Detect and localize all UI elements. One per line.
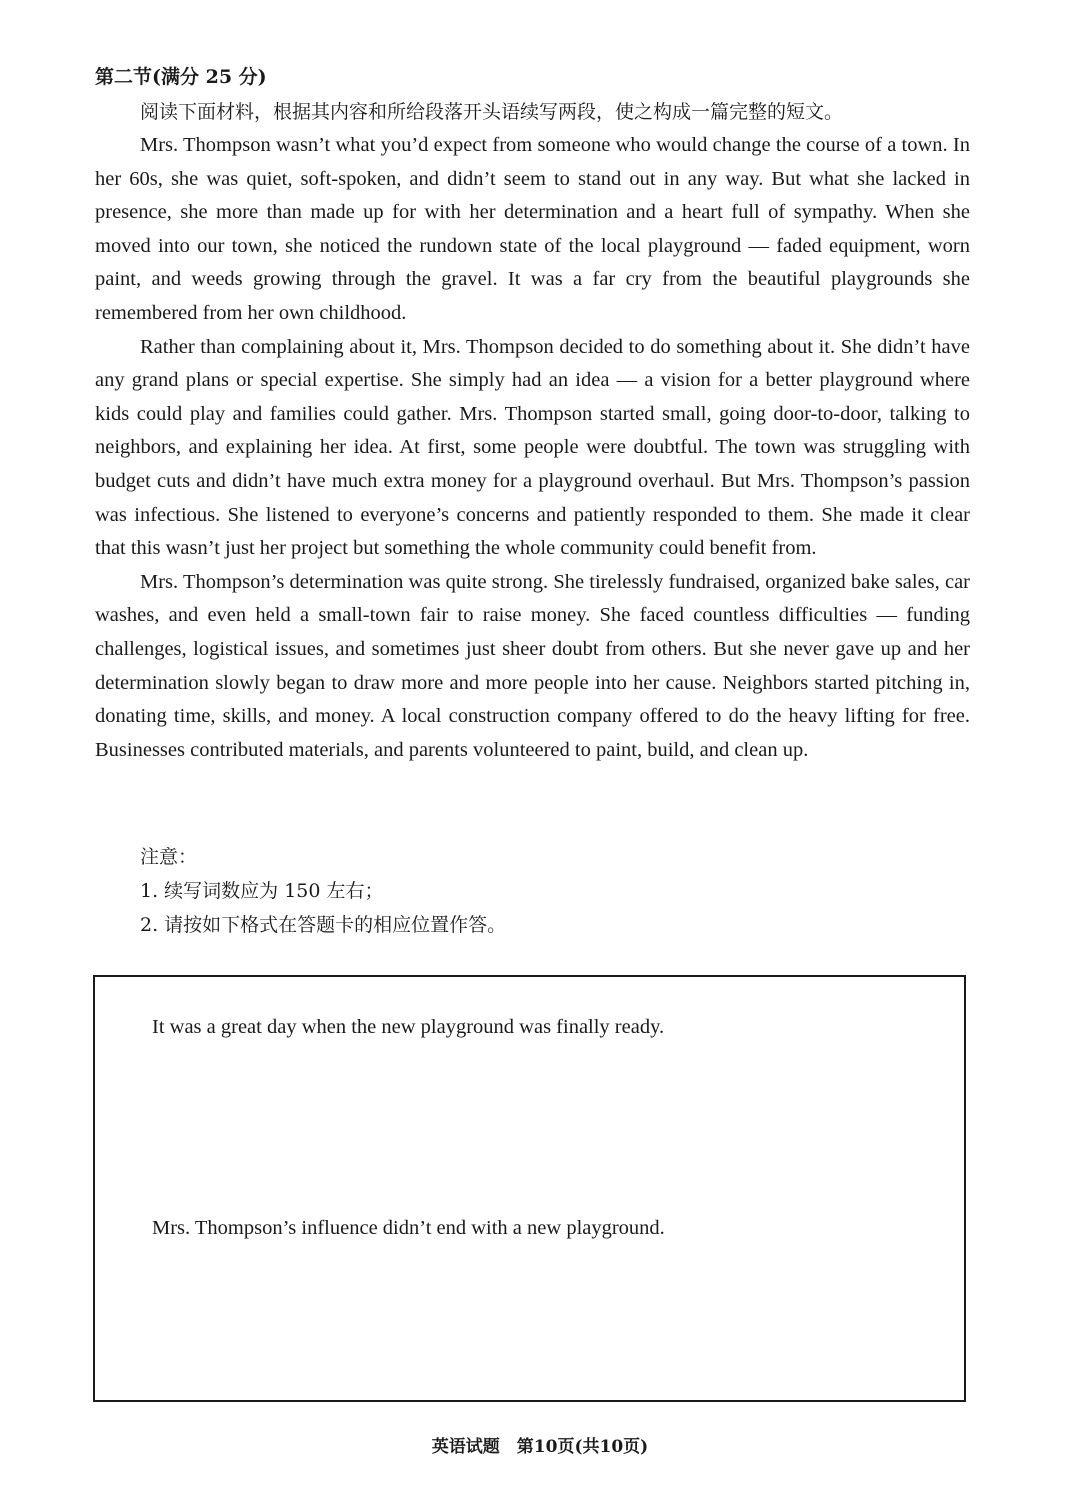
note-item-1: 1. 续写词数应为 150 左右；: [140, 880, 384, 902]
passage-paragraph-1: Mrs. Thompson wasn’t what you’d expect from someone who would change the course of a town. In her 60s, she was quiet, soft-spoken, and didn’t seem to stand out in any way. But what she lacked in presence, she more than made up for with her determination and a heart full of sympathy. When she moved into our town, she noticed the rundown state of the local playground — faded equipment, worn paint, and weeds growing through the gravel. It was a far cry from the beautiful playgrounds she remembered from her own childhood.: [95, 134, 970, 324]
notes-label: 注意：: [140, 846, 198, 868]
page-footer: 英语试题 第10页(共10页): [431, 1437, 649, 1457]
notes-section: [140, 840, 506, 942]
note-item-2: 2. 请按如下格式在答题卡的相应位置作答。: [140, 914, 507, 936]
answer-box: [93, 975, 966, 1402]
passage-paragraph-2: Rather than complaining about it, Mrs. Thompson decided to do something about it. She didn’t have any grand plans or special expertise. She simply had an idea — a vision for a better playground where kids could play and families could gather. Mrs. Thompson started small, going door-to-door, talking to neighbors, and explaining her idea. At first, some people were doubtful. The town was struggling with budget cuts and didn’t have much extra money for a playground overhaul. But Mrs. Thompson’s passion was infectious. She listened to everyone’s concerns and patiently responded to them. She made it clear that this wasn’t just her project but something the whole community could benefit from.: [95, 335, 970, 560]
passage-paragraph-3: Mrs. Thompson’s determination was quite strong. She tirelessly fundraised, organized bake sales, car washes, and even held a small-town fair to raise money. She faced countless difficulties — funding challenges, logistical issues, and sometimes just sheer doubt from others. But she never gave up and her determination slowly began to draw more and more people into her cause. Neighbors started pitching in, donating time, skills, and money. A local construction company offered to do the heavy lifting for free. Businesses contributed materials, and parents volunteered to paint, build, and clean up.: [95, 570, 970, 761]
reading-passage: [95, 129, 970, 767]
section-heading: 第二节(满分 25 分): [95, 66, 267, 88]
paragraph-opening-1: It was a great day when the new playground was finally ready.: [152, 1016, 665, 1038]
task-instruction: 阅读下面材料，根据其内容和所给段落开头语续写两段，使之构成一篇完整的短文。: [140, 101, 844, 123]
paragraph-opening-2: Mrs. Thompson’s influence didn’t end with a new playground.: [152, 1217, 665, 1239]
